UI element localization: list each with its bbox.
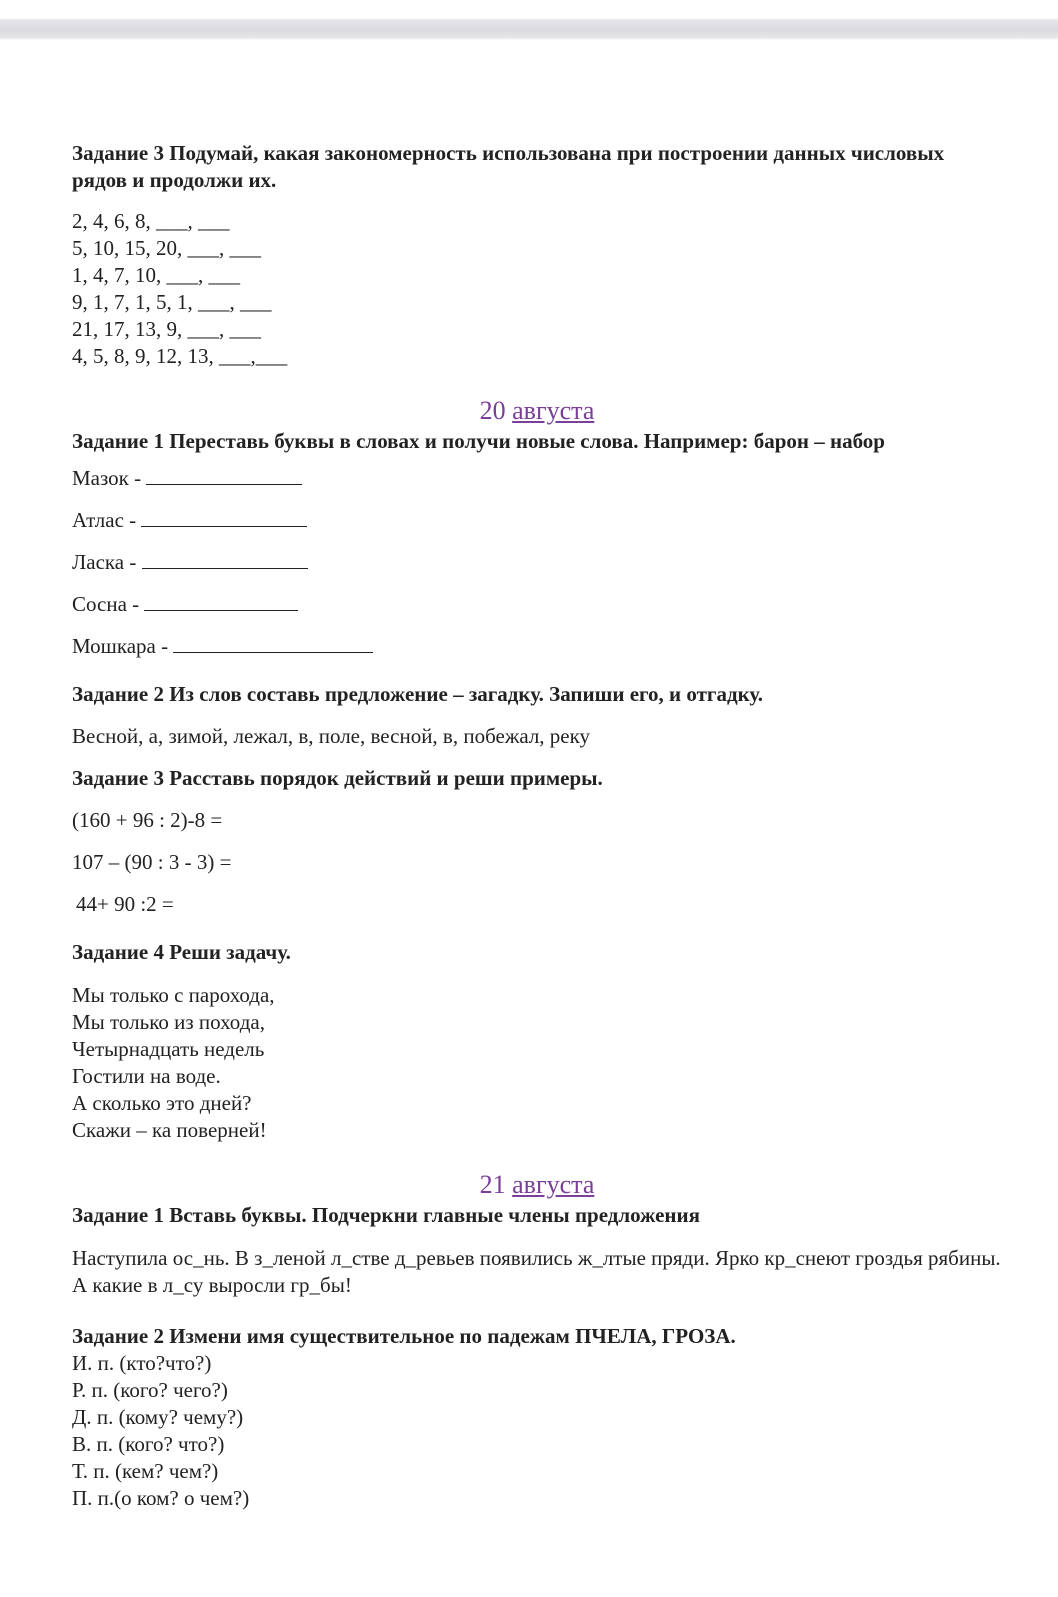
case-row: Д. п. (кому? чему?) — [72, 1405, 244, 1429]
case-row: И. п. (кто?что?) — [72, 1351, 212, 1375]
case-row: П. п.(о ком? о чем?) — [72, 1486, 250, 1510]
task1-21-text: Наступила ос_нь. В з_леной л_стве д_ревьев появились ж_лтые пряди. Ярко кр_снеют гроздья рябины. А какие в л_су выросли гр_бы! — [72, 1246, 1001, 1297]
worksheet-page — [72, 140, 1002, 1512]
anagram-row — [72, 507, 1002, 549]
answer-blank — [144, 592, 298, 611]
task2-20-title: Задание 2 Из слов составь предложение – загадку. Запиши его, и отгадку. — [72, 682, 764, 706]
poem-line: А сколько это дней? — [72, 1091, 252, 1115]
number-series-list — [72, 208, 1002, 370]
poem-line: Гостили на воде. — [72, 1064, 221, 1088]
task3-prev-title: Задание 3 Подумай, какая закономерность использована при построении данных числовых рядов и продолжи их. — [72, 141, 945, 192]
number-series-row: 2, 4, 6, 8, ___, ___ — [72, 209, 230, 233]
number-series-row: 9, 1, 7, 1, 5, 1, ___, ___ — [72, 290, 272, 314]
date-month-link[interactable]: августа — [512, 1170, 595, 1199]
cases-list — [72, 1350, 1002, 1512]
anagram-word: Атлас - — [72, 508, 137, 532]
date-day: 20 — [479, 396, 506, 425]
anagram-row — [72, 465, 1002, 507]
poem-line: Мы только из похода, — [72, 1010, 265, 1034]
examples-list — [72, 807, 1002, 933]
number-series-row: 4, 5, 8, 9, 12, 13, ___,___ — [72, 344, 288, 368]
answer-blank — [146, 466, 302, 485]
task3-20-title: Задание 3 Расставь порядок действий и реши примеры. — [72, 766, 603, 790]
poem-line: Скажи – ка поверней! — [72, 1118, 267, 1142]
task1-21-title: Задание 1 Вставь буквы. Подчеркни главные члены предложения — [72, 1203, 700, 1227]
anagram-list — [72, 465, 1002, 675]
anagram-word: Мазок - — [72, 466, 142, 490]
anagram-row — [72, 591, 1002, 633]
anagram-word: Сосна - — [72, 592, 140, 616]
case-row: Т. п. (кем? чем?) — [72, 1459, 219, 1483]
task4-20-title: Задание 4 Реши задачу. — [72, 940, 291, 964]
task1-20-title: Задание 1 Переставь буквы в словах и получи новые слова. Например: барон – набор — [72, 429, 885, 453]
poem-problem — [72, 982, 1002, 1144]
number-series-row: 21, 17, 13, 9, ___, ___ — [72, 317, 261, 341]
anagram-row — [72, 633, 1002, 675]
anagram-word: Ласка - — [72, 550, 137, 574]
answer-blank — [173, 634, 373, 653]
math-example: 44+ 90 :2 = — [76, 892, 174, 916]
top-toolbar-strip — [0, 0, 1058, 40]
date-heading-20 — [72, 394, 1002, 428]
math-example: 107 – (90 : 3 - 3) = — [72, 850, 232, 874]
math-example: (160 + 96 : 2)-8 = — [72, 808, 223, 832]
number-series-row: 1, 4, 7, 10, ___, ___ — [72, 263, 240, 287]
date-heading-21 — [72, 1168, 1002, 1202]
answer-blank — [142, 550, 308, 569]
task2-20-words: Весной, а, зимой, лежал, в, поле, весной, в, побежал, реку — [72, 724, 591, 748]
answer-blank — [141, 508, 307, 527]
date-month-link[interactable]: августа — [512, 396, 595, 425]
number-series-row: 5, 10, 15, 20, ___, ___ — [72, 236, 261, 260]
poem-line: Мы только с парохода, — [72, 983, 275, 1007]
case-row: Р. п. (кого? чего?) — [72, 1378, 228, 1402]
anagram-word: Мошкара - — [72, 634, 169, 658]
task2-21-title: Задание 2 Измени имя существительное по падежам ПЧЕЛА, ГРОЗА. — [72, 1324, 736, 1348]
case-row: В. п. (кого? что?) — [72, 1432, 225, 1456]
date-day: 21 — [479, 1170, 506, 1199]
poem-line: Четырнадцать недель — [72, 1037, 265, 1061]
anagram-row — [72, 549, 1002, 591]
